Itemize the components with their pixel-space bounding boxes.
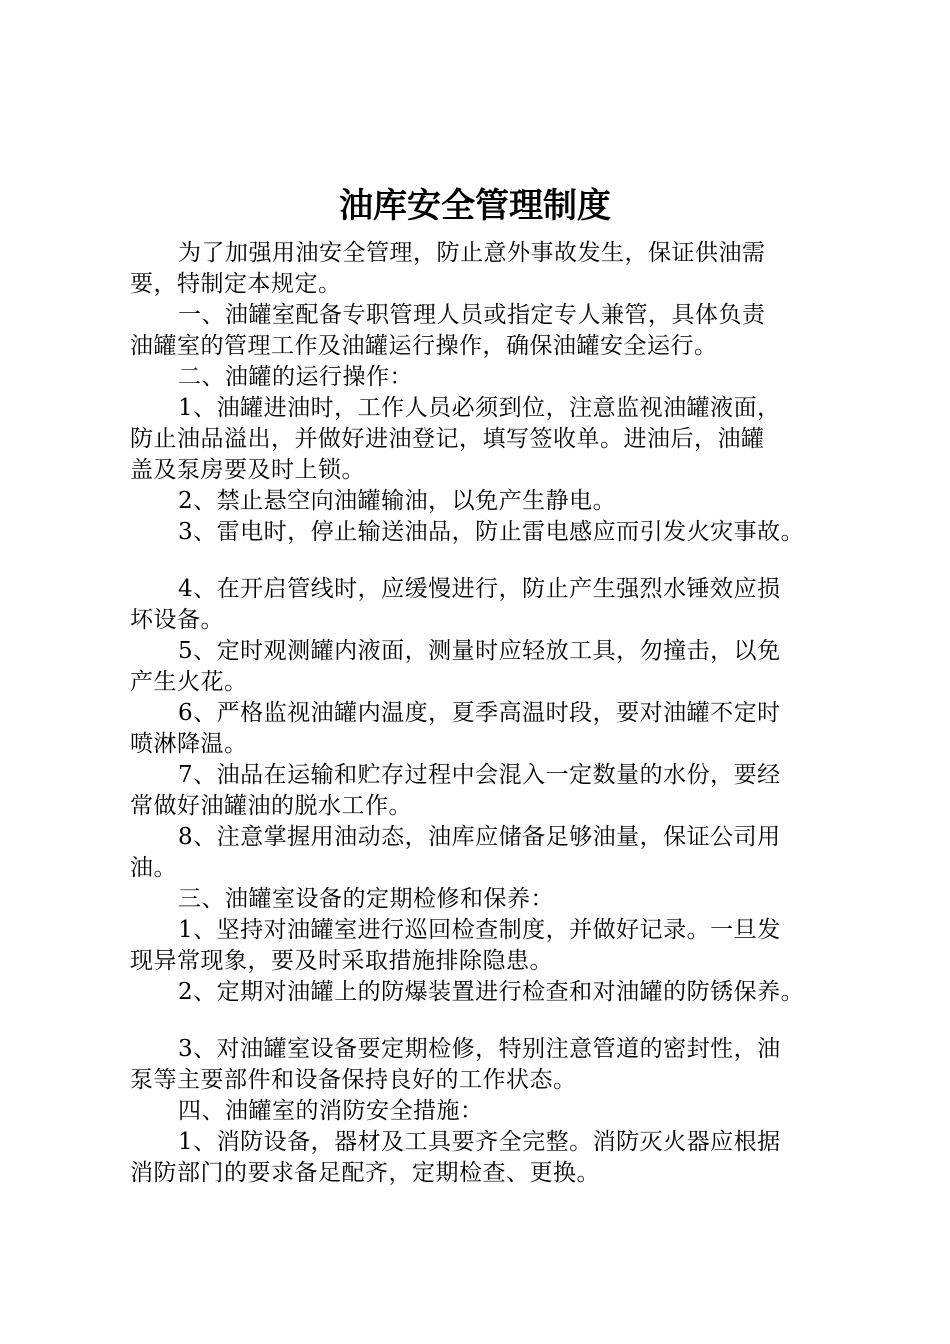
text-line: 油。 <box>130 855 177 881</box>
text-line: 2、定期对油罐上的防爆装置进行检查和对油罐的防锈保养。 <box>178 979 805 1005</box>
text-line: 3、对油罐室设备要定期检修，特别注意管道的密封性，油 <box>178 1036 781 1062</box>
text-line: 2、禁止悬空向油罐输油，以免产生静电。 <box>178 488 617 514</box>
list-item-3-3 <box>130 1034 842 1096</box>
list-item-3-2 <box>130 977 842 1008</box>
text-line: 常做好油罐油的脱水工作。 <box>130 793 412 819</box>
text-line: 要，特制定本规定。 <box>130 271 342 297</box>
paragraph-intro <box>130 238 842 300</box>
text-line: 二、油罐的运行操作： <box>178 364 413 390</box>
text-line: 1、坚持对油罐室进行巡回检查制度，并做好记录。一旦发 <box>178 917 781 943</box>
document-body <box>130 238 842 1189</box>
text-line: 现异常现象，要及时采取措施排除隐患。 <box>130 948 553 974</box>
section-heading-2 <box>130 362 842 393</box>
list-item-2-1 <box>130 393 842 486</box>
section-heading-4 <box>130 1096 842 1127</box>
list-item-2-5 <box>130 636 842 698</box>
text-line: 油罐室的管理工作及油罐运行操作，确保油罐安全运行。 <box>130 333 718 359</box>
list-item-2-3 <box>130 517 842 548</box>
blank-line <box>130 1008 842 1034</box>
text-line: 产生火花。 <box>130 669 248 695</box>
text-line: 7、油品在运输和贮存过程中会混入一定数量的水份，要经 <box>178 762 781 788</box>
text-line: 1、油罐进油时，工作人员必须到位，注意监视油罐液面， <box>178 395 781 421</box>
text-line: 4、在开启管线时，应缓慢进行，防止产生强烈水锤效应损 <box>178 576 781 602</box>
text-line: 防止油品溢出，并做好进油登记，填写签收单。进油后，油罐 <box>130 426 765 452</box>
text-line: 盖及泵房要及时上锁。 <box>130 457 365 483</box>
text-line: 四、油罐室的消防安全措施： <box>178 1098 484 1124</box>
text-line: 一、油罐室配备专职管理人员或指定专人兼管，具体负责 <box>178 302 766 328</box>
text-line: 6、严格监视油罐内温度，夏季高温时段，要对油罐不定时 <box>178 700 781 726</box>
text-line: 为了加强用油安全管理，防止意外事故发生，保证供油需 <box>178 240 766 266</box>
paragraph-section-1 <box>130 300 842 362</box>
list-item-2-4 <box>130 574 842 636</box>
text-line: 8、注意掌握用油动态，油库应储备足够油量，保证公司用 <box>178 824 781 850</box>
text-line: 3、雷电时，停止输送油品，防止雷电感应而引发火灾事故。 <box>178 519 805 545</box>
text-line: 消防部门的要求备足配齐，定期检查、更换。 <box>130 1160 600 1186</box>
list-item-2-6 <box>130 698 842 760</box>
text-line: 泵等主要部件和设备保持良好的工作状态。 <box>130 1067 577 1093</box>
list-item-4-1 <box>130 1127 842 1189</box>
text-line: 坏设备。 <box>130 607 224 633</box>
list-item-3-1 <box>130 915 842 977</box>
document-title: 油库安全管理制度 <box>339 186 611 226</box>
text-line: 5、定时观测罐内液面，测量时应轻放工具，勿撞击，以免 <box>178 638 781 664</box>
list-item-2-2 <box>130 486 842 517</box>
blank-line <box>130 548 842 574</box>
text-line: 1、消防设备，器材及工具要齐全完整。消防灭火器应根据 <box>178 1129 781 1155</box>
section-heading-3 <box>130 884 842 915</box>
text-line: 喷淋降温。 <box>130 731 248 757</box>
list-item-2-7 <box>130 760 842 822</box>
list-item-2-8 <box>130 822 842 884</box>
text-line: 三、油罐室设备的定期检修和保养： <box>178 886 554 912</box>
